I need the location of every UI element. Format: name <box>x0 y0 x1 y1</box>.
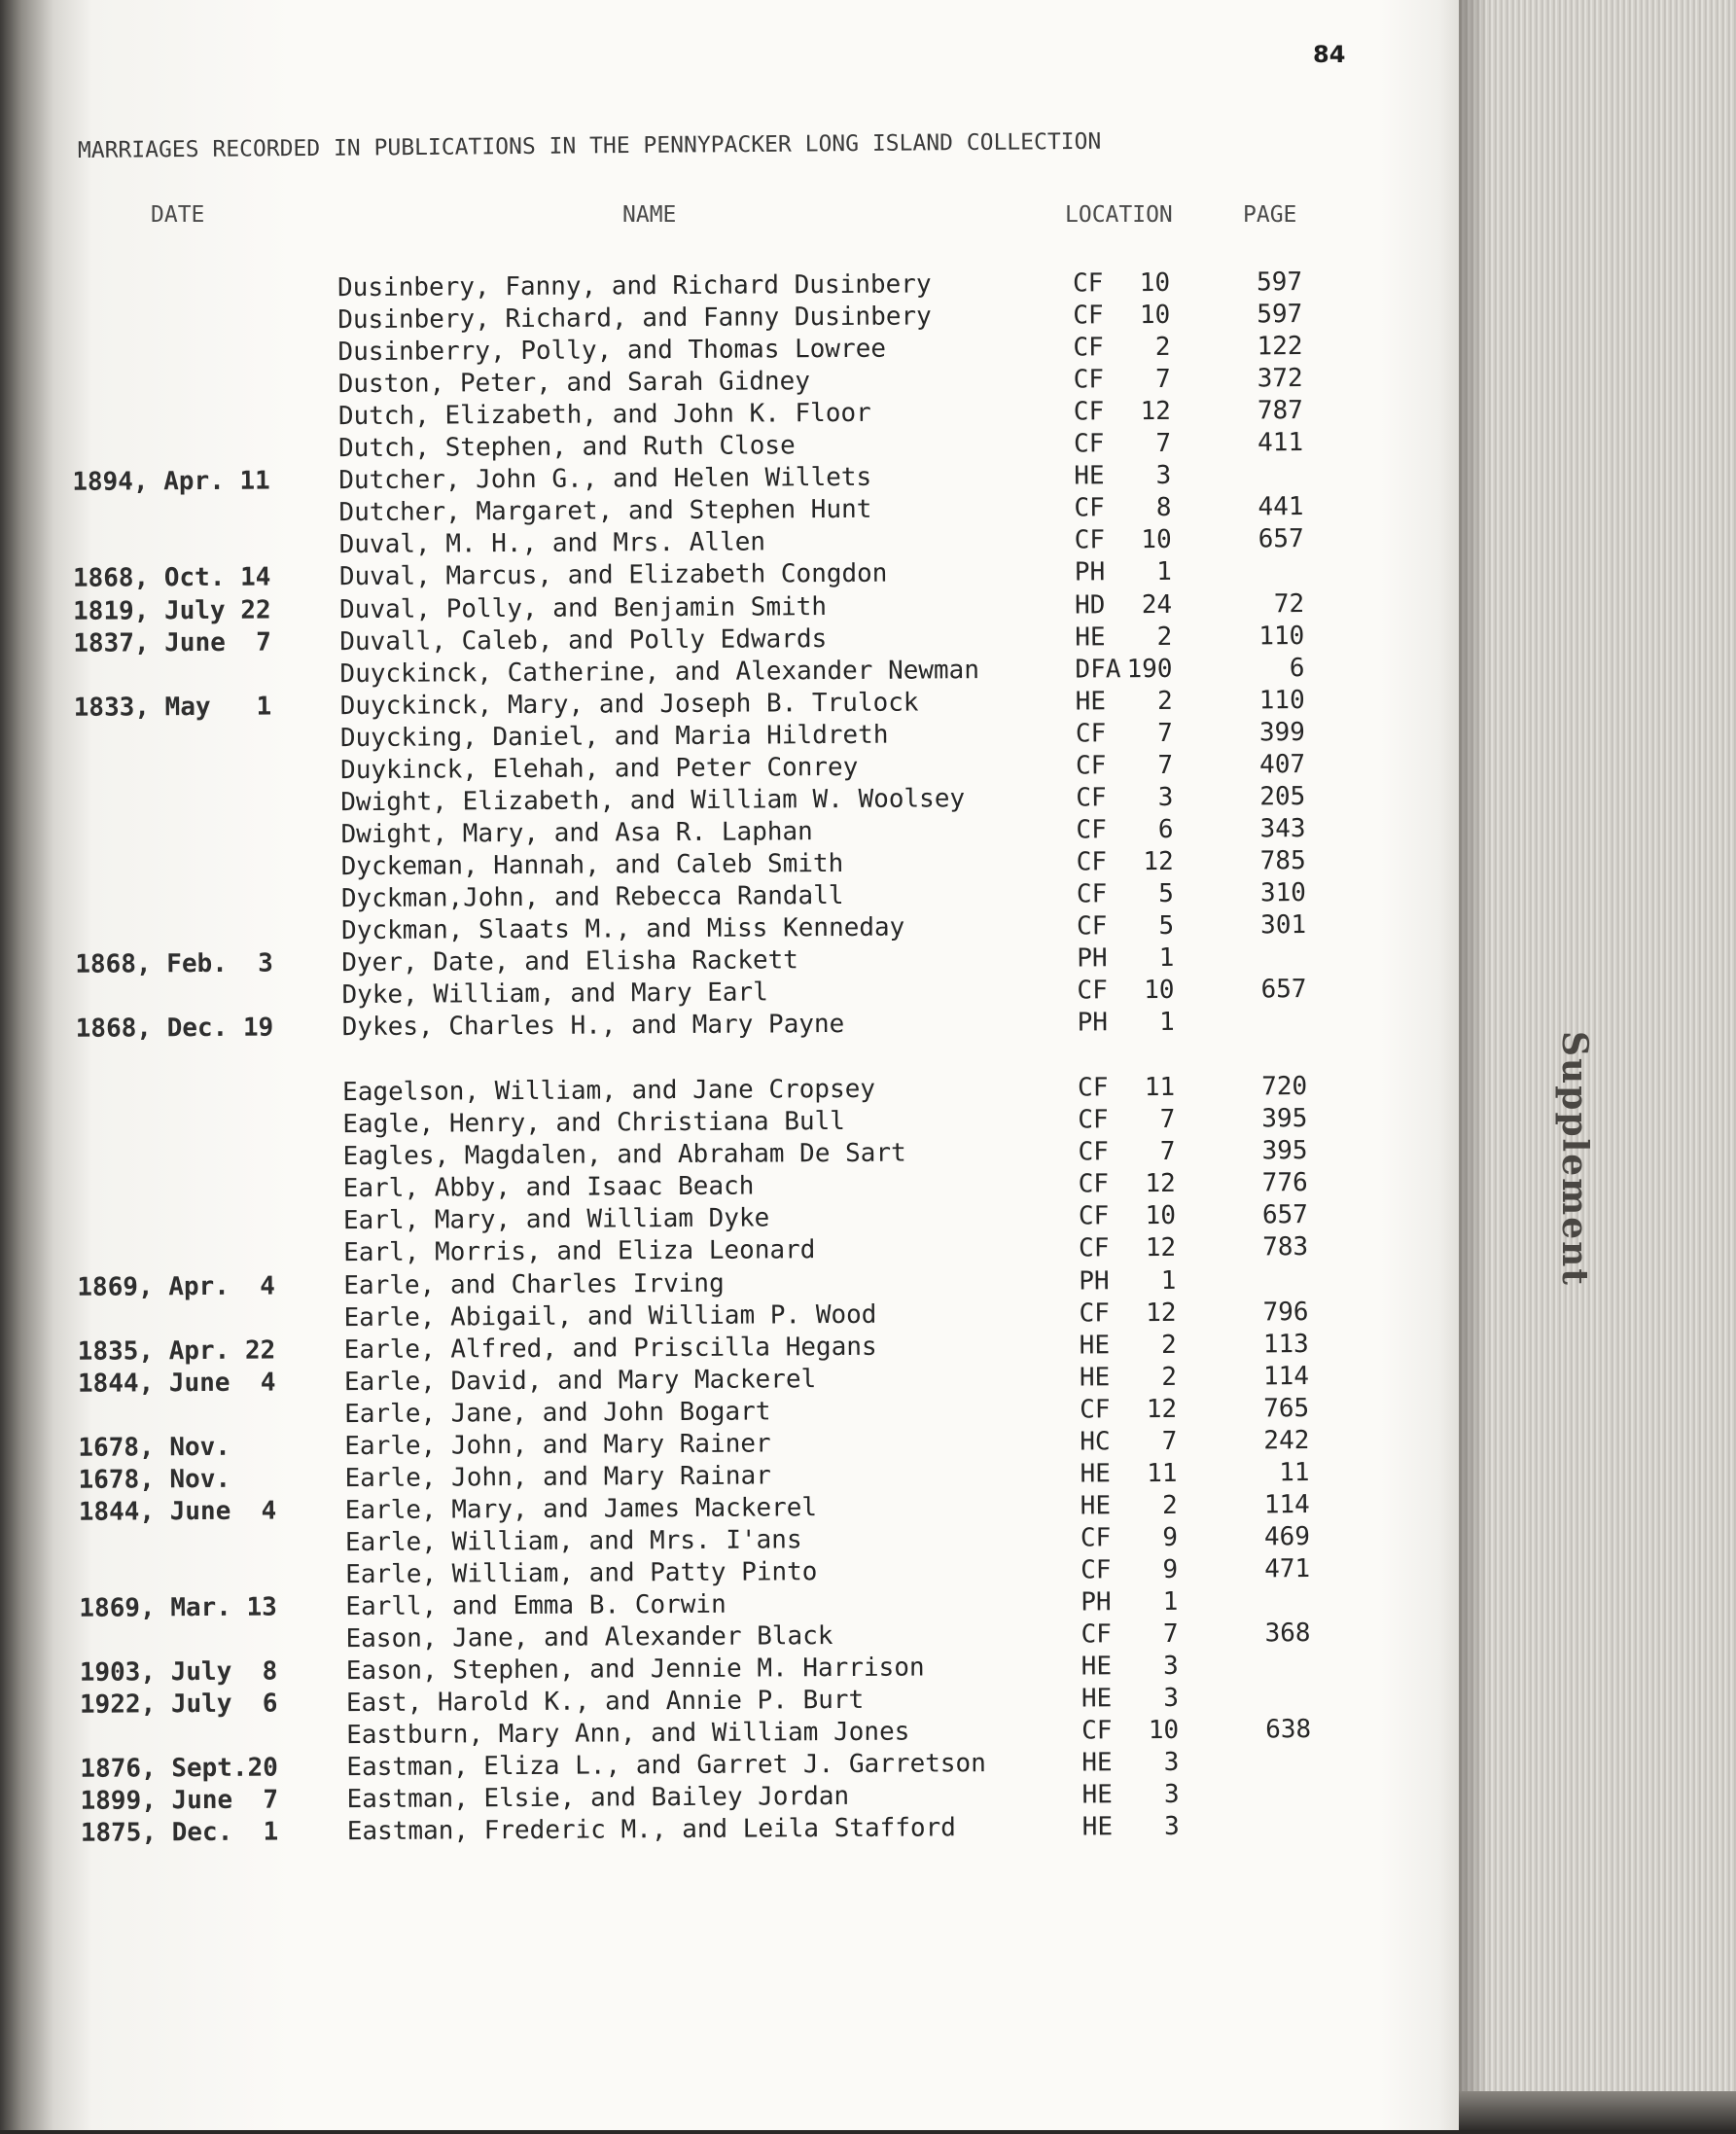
entry-page: 783 <box>1236 1232 1308 1263</box>
entry-date <box>79 1527 288 1528</box>
entry-name: Earle, John, and Mary Rainer <box>344 1426 1045 1461</box>
column-header-date: DATE <box>151 202 204 228</box>
entry-location-number: 7 <box>1130 1426 1177 1457</box>
entry-location-number: 8 <box>1124 492 1171 523</box>
entry-name: Earle, and Charles Irving <box>343 1265 1044 1300</box>
entry-page: 114 <box>1238 1489 1310 1520</box>
book-cover-edge <box>1459 2091 1736 2130</box>
entry-location-code: PH <box>1079 1265 1127 1297</box>
entry-location-number: 2 <box>1131 1490 1178 1521</box>
entry-name: Earle, John, and Mary Rainar <box>344 1459 1045 1494</box>
entry-name: Earle, Jane, and John Bogart <box>344 1394 1045 1429</box>
entry-name: Earle, Abigail, and William P. Wood <box>343 1298 1044 1333</box>
entry-location-code: CF <box>1079 1233 1127 1264</box>
entry-location-code: CF <box>1077 878 1125 909</box>
entry-location-code: CF <box>1080 1394 1128 1425</box>
entry-name: Duyckinck, Catherine, and Alexander Newman <box>339 654 1040 689</box>
entry-page: 122 <box>1230 331 1302 362</box>
entry-date: 1875, Dec. 1 <box>81 1817 290 1849</box>
entry-name: Dwight, Elizabeth, and William W. Woolsey <box>340 783 1041 818</box>
entry-date <box>77 1302 286 1303</box>
entry-date <box>73 658 282 659</box>
entry-name: Earll, and Emma B. Corwin <box>345 1587 1045 1622</box>
entry-location-code: CF <box>1076 750 1124 781</box>
entry-name: Duvall, Caleb, and Polly Edwards <box>339 622 1040 657</box>
entry-location-number: 3 <box>1132 1683 1179 1714</box>
entry-date <box>77 1238 286 1239</box>
entry-location-code: HE <box>1075 622 1123 653</box>
book-page-edges <box>1459 0 1736 2130</box>
entry-page: 657 <box>1232 523 1304 554</box>
entry-name: Dyckman, Slaats M., and Miss Kenneday <box>341 911 1042 946</box>
entry-page: 597 <box>1230 267 1302 298</box>
entry-date: 1876, Sept.20 <box>80 1753 289 1785</box>
entry-page: 785 <box>1234 845 1306 876</box>
entry-page: 411 <box>1231 427 1303 458</box>
entry-date: 1899, June 7 <box>80 1785 289 1817</box>
entry-name: Eastman, Eliza L., and Garret J. Garretson <box>346 1748 1046 1783</box>
column-header-page: PAGE <box>1243 202 1296 228</box>
entry-location-code: HE <box>1076 686 1124 717</box>
entry-page: 72 <box>1232 588 1304 620</box>
entry-date: 1819, July 22 <box>73 594 282 626</box>
entry-page: 407 <box>1233 749 1305 780</box>
supplement-tab-label: Supplement <box>1554 1031 1595 1287</box>
entry-location-number: 10 <box>1123 267 1170 299</box>
entry-date: 1869, Apr. 4 <box>77 1270 286 1302</box>
entry-location-code: HE <box>1081 1490 1129 1521</box>
entry-page: 205 <box>1233 781 1305 812</box>
entry-page: 787 <box>1231 395 1303 426</box>
entry-location-code: CF <box>1077 975 1125 1006</box>
entry-name: Dusinbery, Richard, and Fanny Dusinbery <box>337 301 1038 336</box>
entry-location-code: HD <box>1075 589 1123 621</box>
entry-name: East, Harold K., and Annie P. Burt <box>346 1684 1046 1719</box>
entry-location-number: 10 <box>1129 1200 1176 1231</box>
entry-location-number: 12 <box>1129 1168 1176 1199</box>
entry-page: 372 <box>1231 363 1303 394</box>
entry-page: 469 <box>1238 1521 1310 1552</box>
entry-page: 471 <box>1238 1553 1310 1584</box>
entry-location-number: 12 <box>1129 1232 1176 1263</box>
entry-location-number: 3 <box>1124 460 1171 491</box>
entry-location-number: 3 <box>1132 1779 1179 1810</box>
entry-location-number: 3 <box>1133 1811 1180 1842</box>
page-heading: MARRIAGES RECORDED IN PUBLICATIONS IN THE PENNYPACKER LONG ISLAND COLLECTION <box>78 127 1313 177</box>
entry-date: 1835, Apr. 22 <box>78 1334 287 1367</box>
entry-name: Eason, Stephen, and Jennie M. Harrison <box>346 1652 1046 1687</box>
entry-location-code: CF <box>1078 1136 1126 1167</box>
entry-name: Dusinberry, Polly, and Thomas Lowree <box>337 333 1038 368</box>
entry-page: 395 <box>1235 1135 1307 1166</box>
entry-location-code: CF <box>1073 332 1121 363</box>
entry-location-code: HE <box>1081 1683 1130 1714</box>
entry-date: 1868, Feb. 3 <box>75 948 284 980</box>
entry-date: 1837, June 7 <box>73 626 282 658</box>
entry-location-number: 7 <box>1128 1104 1175 1135</box>
entry-name: Dutcher, Margaret, and Stephen Hunt <box>338 493 1039 528</box>
entry-name: Earle, David, and Mary Mackerel <box>344 1362 1045 1397</box>
entry-date <box>74 819 283 820</box>
entry-date: 1844, June 4 <box>78 1367 287 1399</box>
entry-page: 776 <box>1236 1167 1308 1198</box>
entry-location-code: CF <box>1074 364 1122 395</box>
entry-location-code: CF <box>1074 428 1122 459</box>
entry-name: Earle, William, and Mrs. I'ans <box>345 1523 1045 1558</box>
entry-date <box>75 883 284 884</box>
entry-location-code: PH <box>1078 1007 1126 1038</box>
entry-name: Dwight, Mary, and Asa R. Laphan <box>340 815 1041 850</box>
entry-name: Earl, Morris, and Eliza Leonard <box>343 1233 1044 1268</box>
entry-date: 1903, July 8 <box>80 1656 289 1689</box>
entry-location-number: 190 <box>1125 653 1172 684</box>
entry-location-number: 2 <box>1130 1362 1177 1393</box>
entry-page: 310 <box>1234 877 1306 908</box>
entry-name: Dyckman,John, and Rebecca Randall <box>341 879 1042 914</box>
entry-date <box>74 787 283 788</box>
entry-page: 242 <box>1237 1425 1309 1456</box>
entry-location-code: PH <box>1077 943 1125 974</box>
entry-name: Duyckinck, Mary, and Joseph B. Trulock <box>340 686 1041 721</box>
entry-date <box>76 1110 285 1111</box>
entry-location-code: HE <box>1082 1812 1131 1843</box>
entry-name: Duycking, Daniel, and Maria Hildreth <box>340 718 1041 753</box>
entry-location-number: 1 <box>1125 556 1172 587</box>
entry-date <box>78 1399 287 1400</box>
entry-location-code: CF <box>1077 846 1125 877</box>
entry-location-number: 11 <box>1128 1072 1175 1103</box>
page-number: 84 <box>1313 41 1345 68</box>
entry-date <box>76 1078 285 1079</box>
entry-location-number: 12 <box>1129 1297 1176 1328</box>
entry-location-code: CF <box>1075 525 1123 556</box>
entry-name: Earle, Alfred, and Priscilla Hegans <box>344 1330 1045 1365</box>
entry-page: 638 <box>1239 1714 1311 1745</box>
entry-name: Duval, Polly, and Benjamin Smith <box>339 589 1040 624</box>
entry-location-number: 7 <box>1126 750 1173 781</box>
entry-location-number: 9 <box>1131 1554 1178 1585</box>
entry-location-code: HE <box>1080 1362 1128 1393</box>
entry-date: 1678, Nov. <box>78 1431 287 1463</box>
entry-location-code: CF <box>1077 910 1125 942</box>
entry-location-code: PH <box>1081 1586 1129 1618</box>
entry-date: 1922, July 6 <box>80 1689 289 1721</box>
entry-location-code: HE <box>1081 1747 1130 1778</box>
entry-date <box>75 980 284 981</box>
entry-location-code: CF <box>1081 1554 1129 1585</box>
entry-page: 395 <box>1235 1103 1307 1134</box>
entry-date: 1868, Oct. 14 <box>73 562 282 594</box>
entry-name: Eason, Jane, and Alexander Black <box>345 1619 1045 1654</box>
entry-date <box>72 370 281 371</box>
entry-date <box>72 498 281 499</box>
entry-date <box>80 1721 289 1722</box>
entry-location-number: 1 <box>1128 1007 1175 1038</box>
entry-location-code: CF <box>1078 1072 1126 1103</box>
entry-location-code: CF <box>1079 1169 1127 1200</box>
entry-name: Dyer, Date, and Elisha Rackett <box>341 943 1042 978</box>
entry-page: 368 <box>1238 1618 1310 1649</box>
entry-location-code: CF <box>1073 300 1121 331</box>
entry-date <box>75 851 284 852</box>
entry-name: Earl, Mary, and William Dyke <box>343 1201 1044 1236</box>
entry-location-number: 1 <box>1129 1264 1176 1296</box>
entry-name: Dykes, Charles H., and Mary Payne <box>342 1008 1043 1043</box>
entry-location-code: CF <box>1076 814 1124 845</box>
entry-date <box>73 530 282 531</box>
entry-location-number: 3 <box>1126 782 1173 813</box>
entry-name: Eagle, Henry, and Christiana Bull <box>342 1105 1043 1140</box>
entry-location-code: CF <box>1081 1715 1130 1746</box>
entry-location-number: 3 <box>1132 1651 1179 1682</box>
entry-name: Eastman, Frederic M., and Leila Stafford <box>347 1812 1047 1847</box>
entry-location-code: DFA <box>1075 654 1123 685</box>
entry-location-code: CF <box>1081 1522 1129 1553</box>
entry-location-number: 7 <box>1128 1136 1175 1167</box>
entry-location-code: CF <box>1079 1201 1127 1232</box>
entry-location-number: 7 <box>1124 428 1171 459</box>
entry-location-number: 10 <box>1123 300 1170 331</box>
entry-page: 720 <box>1235 1071 1307 1102</box>
entry-page: 441 <box>1231 491 1303 522</box>
entry-location-number: 5 <box>1127 910 1174 942</box>
entry-name: Dutch, Stephen, and Ruth Close <box>338 429 1039 464</box>
entry-page: 765 <box>1237 1393 1309 1424</box>
entry-location-number: 10 <box>1127 975 1174 1006</box>
entry-location-code: CF <box>1078 1104 1126 1135</box>
entry-location-number: 3 <box>1132 1747 1179 1778</box>
entry-location-number: 7 <box>1124 364 1171 395</box>
entry-location-number: 2 <box>1123 332 1170 363</box>
entry-date <box>74 723 283 724</box>
entry-date: 1678, Nov. <box>78 1463 287 1495</box>
entry-name: Dutcher, John G., and Helen Willets <box>338 461 1039 496</box>
entry-name: Eastman, Elsie, and Bailey Jordan <box>346 1780 1046 1815</box>
entry-page: 657 <box>1236 1199 1308 1230</box>
entry-name: Dyke, William, and Mary Earl <box>341 976 1042 1011</box>
entry-location-number: 12 <box>1130 1394 1177 1425</box>
entry-date <box>79 1624 288 1625</box>
entry-location-code: CF <box>1074 493 1122 524</box>
entry-location-code: CF <box>1079 1298 1127 1329</box>
entry-location-number: 2 <box>1126 686 1173 717</box>
entry-page: 113 <box>1237 1329 1309 1360</box>
entry-location-number: 2 <box>1125 621 1172 652</box>
entry-name: Eastburn, Mary Ann, and William Jones <box>346 1716 1046 1751</box>
entry-location-code: CF <box>1076 782 1124 813</box>
entry-location-code: PH <box>1075 557 1123 588</box>
entry-date <box>77 1206 286 1207</box>
entry-location-code: CF <box>1073 267 1121 299</box>
entry-name: Duykinck, Elehah, and Peter Conrey <box>340 750 1041 785</box>
entry-location-number: 6 <box>1126 814 1173 845</box>
entry-name: Duston, Peter, and Sarah Gidney <box>338 365 1039 400</box>
entry-date <box>75 915 284 916</box>
entry-page: 114 <box>1237 1361 1309 1392</box>
entry-page: 597 <box>1230 299 1302 330</box>
entry-date <box>79 1559 288 1560</box>
entry-page: 657 <box>1234 974 1306 1005</box>
entry-location-number: 24 <box>1125 588 1172 620</box>
entry-date <box>76 1142 285 1143</box>
entry-date: 1894, Apr. 11 <box>72 466 281 498</box>
column-header-name: NAME <box>622 202 676 228</box>
entry-location-number: 2 <box>1130 1329 1177 1360</box>
entry-location-number: 12 <box>1124 396 1171 427</box>
entry-location-number: 9 <box>1131 1522 1178 1553</box>
entry-date: 1844, June 4 <box>79 1495 288 1527</box>
entry-location-number: 10 <box>1132 1715 1179 1746</box>
entry-location-code: HC <box>1080 1426 1128 1457</box>
entry-location-code: CF <box>1081 1618 1129 1650</box>
entry-location-number: 12 <box>1127 846 1174 877</box>
entry-location-code: CF <box>1074 396 1122 427</box>
entry-name: Dyckeman, Hannah, and Caleb Smith <box>341 847 1042 882</box>
entry-location-code: HE <box>1081 1779 1130 1810</box>
entry-location-number: 10 <box>1125 524 1172 555</box>
entry-date <box>71 273 280 274</box>
entry-location-code: HE <box>1080 1330 1128 1361</box>
entry-name: Earl, Abby, and Isaac Beach <box>343 1169 1044 1204</box>
entry-name: Earle, William, and Patty Pinto <box>345 1555 1045 1590</box>
entry-date: 1833, May 1 <box>74 691 283 723</box>
entry-date <box>72 402 281 403</box>
entry-name: Eagelson, William, and Jane Cropsey <box>342 1073 1043 1108</box>
entry-date: 1869, Mar. 13 <box>79 1591 288 1623</box>
entry-name: Eagles, Magdalen, and Abraham De Sart <box>342 1137 1043 1172</box>
entry-date <box>72 434 281 435</box>
entry-location-code: HE <box>1074 461 1122 492</box>
entry-name: Duval, Marcus, and Elizabeth Congdon <box>339 557 1040 592</box>
entry-date: 1868, Dec. 19 <box>76 1013 285 1045</box>
entry-name: Dusinbery, Fanny, and Richard Dusinbery <box>337 268 1038 303</box>
entry-location-number: 7 <box>1126 718 1173 749</box>
column-header-location: LOCATION <box>1065 202 1173 228</box>
entry-page: 796 <box>1236 1297 1308 1328</box>
entry-location-number: 1 <box>1131 1586 1178 1618</box>
entry-location-number: 5 <box>1127 878 1174 909</box>
entry-date <box>71 305 280 306</box>
entry-date <box>74 755 283 756</box>
entry-location-code: HE <box>1081 1651 1130 1682</box>
entry-location-number: 1 <box>1127 943 1174 974</box>
entry-name: Earle, Mary, and James Mackerel <box>345 1491 1045 1526</box>
entry-page: 301 <box>1234 909 1306 941</box>
entry-location-code: CF <box>1076 718 1124 749</box>
entry-page: 110 <box>1232 621 1304 652</box>
entry-page: 11 <box>1237 1457 1309 1488</box>
entry-location-number: 7 <box>1131 1618 1178 1650</box>
entry-date <box>77 1174 286 1175</box>
entry-page: 110 <box>1233 685 1305 716</box>
entry-page: 399 <box>1233 717 1305 748</box>
entry-name: Dutch, Elizabeth, and John K. Floor <box>338 397 1039 432</box>
entry-page: 6 <box>1232 653 1304 684</box>
entry-location-number: 11 <box>1130 1458 1177 1489</box>
entry-page: 343 <box>1233 813 1305 844</box>
entry-name: Duval, M. H., and Mrs. Allen <box>339 525 1040 560</box>
entry-location-code: HE <box>1080 1458 1128 1489</box>
